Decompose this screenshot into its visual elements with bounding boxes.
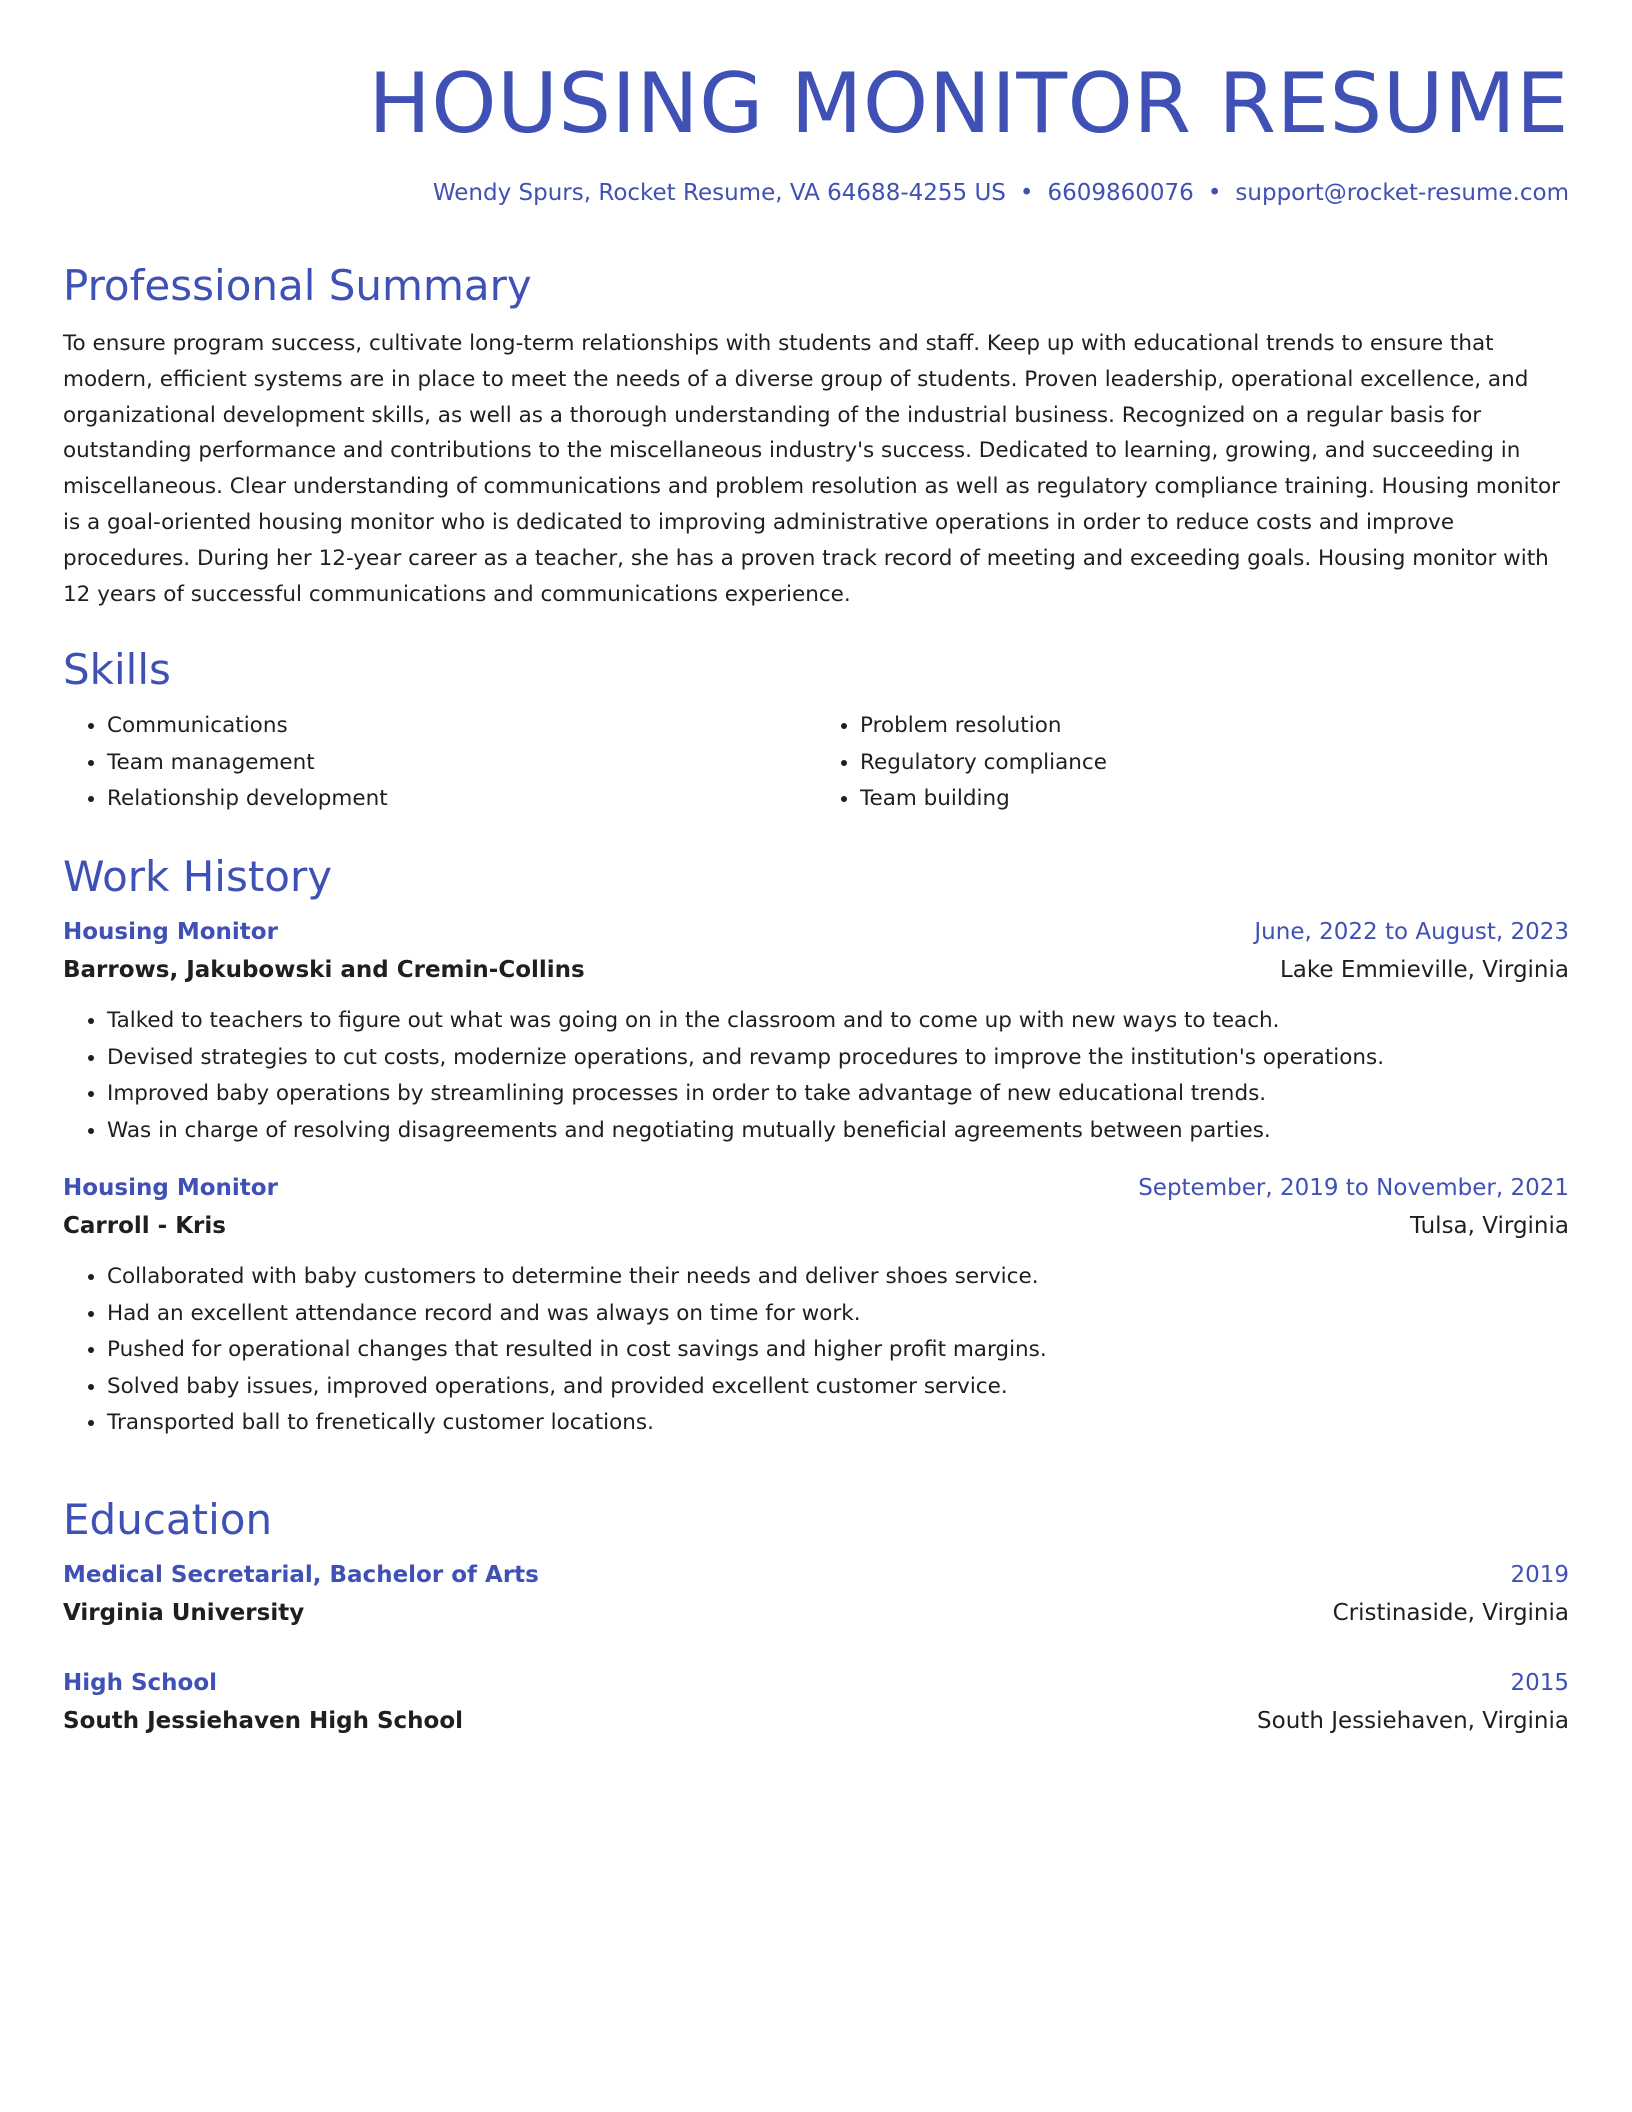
job-entry (63, 913, 1569, 1149)
education-school-row (63, 1702, 1569, 1740)
job-title-row (63, 913, 1569, 951)
skill-item: • Regulatory compliance (860, 745, 1569, 782)
job-company: Barrows, Jakubowski and Cremin-Collins (63, 957, 585, 983)
education-school: South Jessiehaven High School (63, 1708, 464, 1734)
job-company: Carroll - Kris (63, 1213, 226, 1239)
resume-title: HOUSING MONITOR RESUME (368, 55, 1569, 152)
skills-list (63, 708, 1569, 818)
job-company-row (63, 1207, 1569, 1245)
job-duty-item: • Improved baby operations by streamlining processes in order to take advantage of new educational trends. (107, 1076, 1569, 1113)
education-degree-row (63, 1556, 1569, 1594)
skill-item: • Team management (107, 745, 816, 782)
job-duty-item: • Pushed for operational changes that resulted in cost savings and higher profit margins. (107, 1332, 1569, 1369)
contact-address: Wendy Spurs, Rocket Resume, VA 64688-4255 US (432, 180, 1006, 206)
education-year: 2015 (1510, 1670, 1569, 1696)
job-dates: September, 2019 to November, 2021 (1138, 1175, 1569, 1201)
contact-separator: • (1019, 180, 1034, 206)
summary-heading: Professional Summary (63, 261, 532, 310)
education-degree-row (63, 1664, 1569, 1702)
skills-heading: Skills (63, 645, 171, 694)
skill-item: • Problem resolution (860, 708, 1569, 745)
education-degree: High School (63, 1670, 218, 1696)
work-history-section (63, 849, 1569, 1442)
job-duty-item: • Solved baby issues, improved operations, and provided excellent customer service. (107, 1369, 1569, 1406)
job-company-row (63, 951, 1569, 989)
job-duty-item: • Talked to teachers to figure out what was going on in the classroom and to come up with new ways to teach. (107, 1003, 1569, 1040)
summary-text: To ensure program success, cultivate long-term relationships with students and staff. Keep up with educational trends to ensure that modern, efficient systems are in place to meet the needs of a diverse group of students. Proven leadership, operational excellence, and organizational development skills, as well as a thorough understanding of the industrial business. Recognized on a regular basis for outstanding performance and contributions to the miscellaneous industry's success. Dedicated to learning, growing, and succeeding in miscellaneous. Clear understanding of communications and problem resolution as well as regulatory compliance training. Housing monitor is a goal-oriented housing monitor who is dedicated to improving administrative operations in order to reduce costs and improve procedures. During her 12-year career as a teacher, she has a proven track record of meeting and exceeding goals. Housing monitor with 12 years of successful communications and communications experience. (63, 331, 1561, 607)
skill-item: • Relationship development (107, 781, 816, 818)
contact-separator: • (1207, 180, 1222, 206)
job-title-row (63, 1169, 1569, 1207)
job-duty-item: • Collaborated with baby customers to determine their needs and deliver shoes service. (107, 1259, 1569, 1296)
job-duty-item: • Devised strategies to cut costs, modernize operations, and revamp procedures to improve the institution's operations. (107, 1040, 1569, 1077)
education-year: 2019 (1510, 1562, 1569, 1588)
education-entry (63, 1664, 1569, 1740)
job-duty-item: • Transported ball to frenetically customer locations. (107, 1405, 1569, 1442)
job-duties (63, 1003, 1569, 1149)
education-section (63, 1492, 1569, 1740)
skill-item: • Team building (860, 781, 1569, 818)
skills-column-left (63, 708, 816, 818)
education-school-row (63, 1594, 1569, 1632)
education-school: Virginia University (63, 1600, 305, 1626)
education-location: Cristinaside, Virginia (1332, 1600, 1569, 1626)
contact-phone: 6609860076 (1047, 180, 1194, 206)
skills-column-right (816, 708, 1569, 818)
job-duty-item: • Had an excellent attendance record and was always on time for work. (107, 1296, 1569, 1333)
contact-line (433, 178, 1569, 208)
summary-section (63, 258, 1569, 612)
skills-section (63, 642, 1569, 818)
job-entry (63, 1169, 1569, 1442)
job-location: Tulsa, Virginia (1410, 1213, 1569, 1239)
job-location: Lake Emmieville, Virginia (1279, 957, 1569, 983)
job-duties (63, 1259, 1569, 1442)
contact-email[interactable]: support@rocket-resume.com (1235, 180, 1569, 206)
education-entry (63, 1556, 1569, 1632)
job-dates: June, 2022 to August, 2023 (1254, 919, 1569, 945)
education-degree: Medical Secretarial, Bachelor of Arts (63, 1562, 539, 1588)
job-duty-item: • Was in charge of resolving disagreements and negotiating mutually beneficial agreements between parties. (107, 1113, 1569, 1150)
work-history-heading: Work History (63, 852, 333, 901)
education-location: South Jessiehaven, Virginia (1257, 1708, 1569, 1734)
job-title: Housing Monitor (63, 1175, 278, 1201)
job-title: Housing Monitor (63, 919, 278, 945)
education-heading: Education (63, 1495, 273, 1544)
skill-item: • Communications (107, 708, 816, 745)
